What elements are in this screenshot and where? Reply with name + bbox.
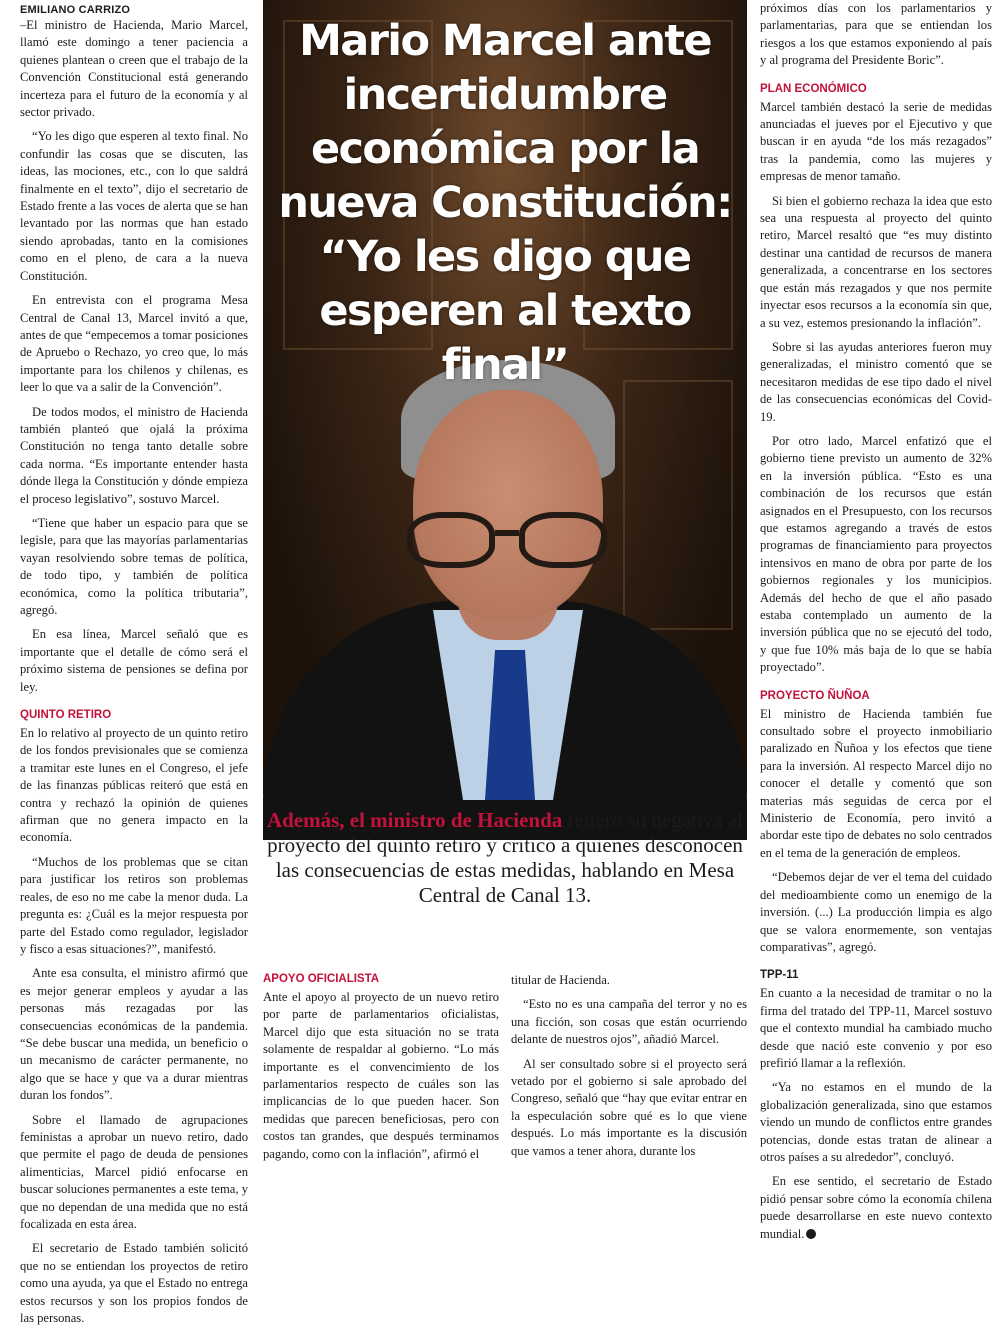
paragraph: “Ya no estamos en el mundo de la globalización generalizada, sino que estamos viendo un mundo de conflictos entre grandes potencias, donde estas tratan de alinear a otros países a su alrededor”, concluyó. [760,1080,992,1164]
paragraph: Si bien el gobierno rechaza la idea que esto sea una respuesta al proyecto del quinto retiro, Marcel resaltó que “es muy distinto destinar una cantidad de recursos de manera generalizada, a concentrarse en los sectores que están más rezagados y que nos permite inyectar esos recursos a la economía sin que, a su vez, estemos presionando la inflación”. [760,193,992,330]
section-heading-apoyo-oficialista: APOYO OFICIALISTA [263,973,380,985]
section-heading-quinto-retiro: QUINTO RETIRO [20,709,112,722]
glasses-bridge [495,530,519,536]
glasses-lens-left [407,512,495,568]
deck [263,808,747,908]
paragraph: “Tiene que haber un espacio para que se legisle, para que las mayorías parlamentarias vayan resolviendo sobre temas de política, de todo tipo, y también de política económica, como la política tributaria”, agregó. [20,515,248,617]
end-mark-icon [806,1229,816,1239]
paragraph: Al ser consultado sobre si el proyecto será vetado por el gobierno si sale aprobado del Congreso, señaló que “hay que evitar entrar en la especulación sobre qué es lo que viene después. Lo más importante es la discusión que vamos a tener ahora, durante los [511,1056,747,1158]
left-column [20,0,248,1334]
paragraph: “Esto no es una campaña del terror y no es una ficción, son cosas que están ocurriendo delante de nuestros ojos”, añadió Marcel. [511,997,747,1047]
paragraph: “Muchos de los problemas que se citan para justificar los retiros son problemas reales, de eso no me cabe la menor duda. La pregunta es: ¿Cuál es la mejor respuesta por parte del Estado como regulador, legislador y fisco a esas situaciones?”, manifestó. [20,854,248,956]
paragraph: Ante el apoyo al proyecto de un nuevo retiro por parte de parlamentarios oficialistas, Marcel dijo que esta situación no se trata solamente de respaldar al gobierno. “Lo más importante es el convencimiento de los parlamentarios respecto de cuáles son las implicancias de lo que pueden hacer. Son medidas que parecen beneficiosas, pero con costos tan grandes, que después terminamos pagando, como con la inflación”, afirmó el [263,990,499,1161]
quinto-retiro-body [20,725,248,1327]
paragraph: El ministro de Hacienda también fue consultado sobre el proyecto inmobiliario paralizado en Ñuñoa y los efectos que tiene para la inversión. Al respecto Marcel dijo no conocer el detalle y comentó que son materias más seguidas de cerca por el Ministerio de Economía, pero invitó a abordar este tipo de debates no solo centrados en el tema de la generación de empleos. [760,706,992,860]
paragraph: Ante esa consulta, el ministro afirmó que es mejor generar empleos y ayudar a las personas más rezagadas por las consecuencias económicas de la pandemia. “Se debe buscar una medida, un beneficio o un mecanismo de carácter permanente, no algo que se hace y que va a durar mientras duran los fondos”. [20,966,248,1103]
paragraph: De todos modos, el ministro de Hacienda también planteó que ojalá la próxima Constitución no tenga tanto detalle sobre cada norma. “Es importante entender hasta dónde llega la Constitución y dónde empieza el proceso legislativo”, sostuvo Marcel. [20,404,248,506]
paragraph: próximos días con los parlamentarios y parlamentarias, para que se entiendan los riesgos a los que estamos exponiendo al país y al programa del Presidente Boric”. [760,1,992,68]
wood-panel [623,380,733,630]
face [413,390,603,620]
paragraph: Sobre el llamado de agrupaciones feministas a aprobar un nuevo retiro, dado que permite el pago de deuda de pensiones alimenticias, Marcel pidió enfocarse en buscar soluciones permanentes a este tema, y que no dependan de una medida que no está focalizada en esta área. [20,1112,248,1231]
deck-lead: Además, el ministro de Hacienda [266,808,563,832]
right-column [760,0,992,1250]
glasses [407,512,607,572]
section-heading-tpp11: TPP-11 [760,969,799,982]
paragraph: –El ministro de Hacienda, Mario Marcel, llamó este domingo a tener paciencia a quienes plantean o creen que el trabajo de la Convención Constitucional está generando incerteza para el futuro de la economía y al sector privado. [20,18,248,120]
deck-rest: reiteró su negativa al proyecto del quinto retiró y criticó a quienes desconocen las consecuencias de estas medidas, hablando en Mesa Central de Canal 13. [267,808,744,907]
paragraph: Marcel también destacó la serie de medidas anunciadas el jueves por el Ejecutivo y que buscan ir en ayuda “de los más rezagados” tras la pandemia, como las mujeres y empresas de menor tamaño. [760,99,992,184]
intro-body [20,17,248,696]
section-heading-plan-economico: PLAN ECONÓMICO [760,82,867,95]
paragraph: En lo relativo al proyecto de un quinto retiro de los fondos previsionales que se comienza a tramitar este lunes en el Congreso, el jefe de las finanzas públicas reiteró que está en contra y rechazó la opinión de quienes afirman que no genera impacto en la economía. [20,726,248,845]
paragraph: “Yo les digo que esperen al texto final. No confundir las cosas que se discuten, las ideas, las mociones, etc., con lo que saldrá finalmente en el texto”, dijo el secretario de Estado frente a las voces de alerta que se han levantado por las normas que han estado siendo aprobadas, tanto en la comisiones como en el pleno, de cara a la nueva Constitución. [20,129,248,283]
headline: Mario Marcel ante incertidumbre económica por la nueva Constitución: “Yo les digo que esperen al texto final” [278,16,732,390]
glasses-lens-right [519,512,607,568]
paragraph: “Debemos dejar de ver el tema del cuidado del medioambiente como un enemigo de la inversión. (...) La producción limpia es algo que se valora enormemente, son ventajas comparativas”, agregó. [760,870,992,954]
paragraph-last [760,1173,992,1243]
paragraph: En cuanto a la necesidad de tramitar o no la firma del tratado del TPP-11, Marcel sostuvo que el contexto mundial ha cambiado mucho desde que nació este convenio y por eso prefirió llamar a la reflexión. [760,986,992,1070]
paragraph: titular de Hacienda. [511,973,610,987]
paragraph: Sobre si las ayudas anteriores fueron muy generalizadas, el ministro comentó que se necesitaron medidas de ese tipo dado el nivel de las consecuencias económicas del Covid-19. [760,339,992,424]
byline: EMILIANO CARRIZO [20,4,131,16]
last-paragraph-text: En ese sentido, el secretario de Estado pidió pensar sobre cómo la economía chilena puede desarrollarse en este nuevo contexto mundial. [760,1174,992,1241]
middle-column-2 [511,972,747,1167]
middle-column-1 [263,972,499,1170]
section-heading-proyecto-nunoa: PROYECTO ÑUÑOA [760,689,870,702]
paragraph: En esa línea, Marcel señaló que es importante que el detalle de cómo será el próximo sistema de pensiones se defina por ley. [20,627,248,694]
paragraph: Por otro lado, Marcel enfatizó que el gobierno tiene previsto un aumento de 32% en la inversión pública. “Esto es una combinación de los recursos que están asignados en el Presupuesto, con los recursos que estamos agregando a través de estos programas de financiamiento para proyectos intensivos en mano de obra por parte de los gobiernos regionales y los municipios. Además del hecho de que el año pasado estaba contemplado un aumento de la inversión pública que no se ejecutó del todo, y que fue 10% más baja de lo que se había proyectado”. [760,433,992,675]
paragraph: El secretario de Estado también solicitó que no se entiendan los proyectos de retiro como una ayuda, ya que el Estado no entrega estos recursos y son los propios fondos de las personas. [20,1241,248,1326]
paragraph: En entrevista con el programa Mesa Central de Canal 13, Marcel invitó a que, antes de que “empecemos a tomar posiciones de Apruebo o Rechazo, yo creo que, lo más importante para los chilenos y chilenas, es leer lo que va a salir de la Convención”. [20,293,249,395]
